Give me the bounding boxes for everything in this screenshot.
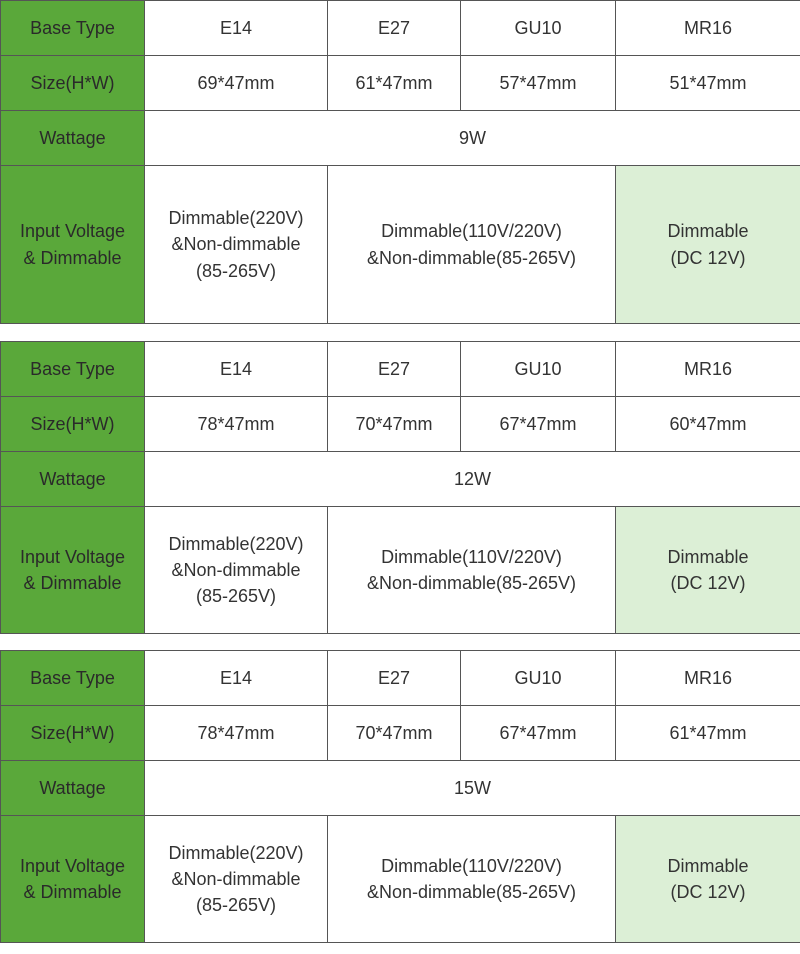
- size-label: Size(H*W): [1, 397, 145, 452]
- input-e14-line1: Dimmable(220V): [168, 208, 304, 229]
- input-voltage-label-line2: & Dimmable: [23, 247, 122, 268]
- wattage-label: Wattage: [1, 111, 145, 166]
- base-type-label: Base Type: [1, 651, 145, 706]
- base-type-label: Base Type: [1, 1, 145, 56]
- size-e27: 61*47mm: [328, 56, 461, 111]
- input-mr16-line2: (DC 12V): [670, 573, 746, 593]
- size-gu10: 67*47mm: [461, 706, 616, 761]
- base-type-e27: E27: [328, 651, 461, 706]
- input-mid-line2: &Non-dimmable(85-265V): [366, 573, 577, 593]
- size-gu10: 67*47mm: [461, 397, 616, 452]
- input-e14-line2: &Non-dimmable: [171, 234, 301, 255]
- base-type-gu10: GU10: [461, 651, 616, 706]
- input-voltage-e27-gu10: [328, 507, 616, 634]
- wattage-value: 9W: [145, 111, 800, 166]
- base-type-e14: E14: [145, 342, 328, 397]
- size-gu10: 57*47mm: [461, 56, 616, 111]
- input-mid-line1: Dimmable(110V/220V): [381, 855, 562, 876]
- input-voltage-label-line2: & Dimmable: [23, 573, 122, 593]
- size-e14: 78*47mm: [145, 706, 328, 761]
- base-type-e14: E14: [145, 651, 328, 706]
- base-type-e27: E27: [328, 1, 461, 56]
- input-mr16-line1: Dimmable: [667, 855, 749, 876]
- input-e14-line1: Dimmable(220V): [168, 842, 304, 863]
- base-type-e27: E27: [328, 342, 461, 397]
- input-voltage-label-line2: & Dimmable: [23, 882, 122, 902]
- wattage-label: Wattage: [1, 452, 145, 507]
- input-voltage-mr16: [616, 166, 800, 324]
- size-mr16: 60*47mm: [616, 397, 800, 452]
- size-mr16: 61*47mm: [616, 706, 800, 761]
- size-label: Size(H*W): [1, 706, 145, 761]
- spec-table-12w: [0, 341, 800, 634]
- input-e14-line2: &Non-dimmable: [171, 868, 301, 889]
- input-mid-line2: &Non-dimmable(85-265V): [366, 882, 577, 902]
- input-voltage-e14: [145, 166, 328, 324]
- base-type-mr16: MR16: [616, 1, 800, 56]
- wattage-value: 15W: [145, 761, 800, 816]
- input-mid-line1: Dimmable(110V/220V): [381, 221, 562, 242]
- input-e14-line3: (85-265V): [195, 586, 277, 607]
- size-e27: 70*47mm: [328, 397, 461, 452]
- input-mid-line1: Dimmable(110V/220V): [381, 546, 562, 567]
- base-type-e14: E14: [145, 1, 328, 56]
- input-voltage-mr16: [616, 816, 800, 943]
- input-voltage-label-line1: Input Voltage: [19, 855, 126, 876]
- input-voltage-label-line1: Input Voltage: [19, 221, 126, 242]
- size-e27: 70*47mm: [328, 706, 461, 761]
- base-type-mr16: MR16: [616, 342, 800, 397]
- input-voltage-e14: [145, 507, 328, 634]
- input-mr16-line2: (DC 12V): [670, 882, 746, 902]
- size-e14: 78*47mm: [145, 397, 328, 452]
- input-e14-line3: (85-265V): [195, 895, 277, 916]
- base-type-label: Base Type: [1, 342, 145, 397]
- input-voltage-e27-gu10: [328, 816, 616, 943]
- size-mr16: 51*47mm: [616, 56, 800, 111]
- input-voltage-mr16: [616, 507, 800, 634]
- input-e14-line2: &Non-dimmable: [171, 559, 301, 580]
- input-mr16-line1: Dimmable: [667, 221, 749, 242]
- size-e14: 69*47mm: [145, 56, 328, 111]
- input-voltage-label: [1, 816, 145, 943]
- spec-table-15w: [0, 650, 800, 943]
- input-mid-line2: &Non-dimmable(85-265V): [366, 247, 577, 268]
- input-voltage-e27-gu10: [328, 166, 616, 324]
- base-type-gu10: GU10: [461, 1, 616, 56]
- base-type-mr16: MR16: [616, 651, 800, 706]
- input-voltage-e14: [145, 816, 328, 943]
- size-label: Size(H*W): [1, 56, 145, 111]
- input-voltage-label-line1: Input Voltage: [19, 546, 126, 567]
- input-e14-line1: Dimmable(220V): [168, 533, 304, 554]
- wattage-label: Wattage: [1, 761, 145, 816]
- base-type-gu10: GU10: [461, 342, 616, 397]
- wattage-value: 12W: [145, 452, 800, 507]
- input-voltage-label: [1, 507, 145, 634]
- input-mr16-line2: (DC 12V): [670, 247, 746, 268]
- spec-table-9w: [0, 0, 800, 324]
- input-mr16-line1: Dimmable: [667, 546, 749, 567]
- input-voltage-label: [1, 166, 145, 324]
- input-e14-line3: (85-265V): [195, 260, 277, 281]
